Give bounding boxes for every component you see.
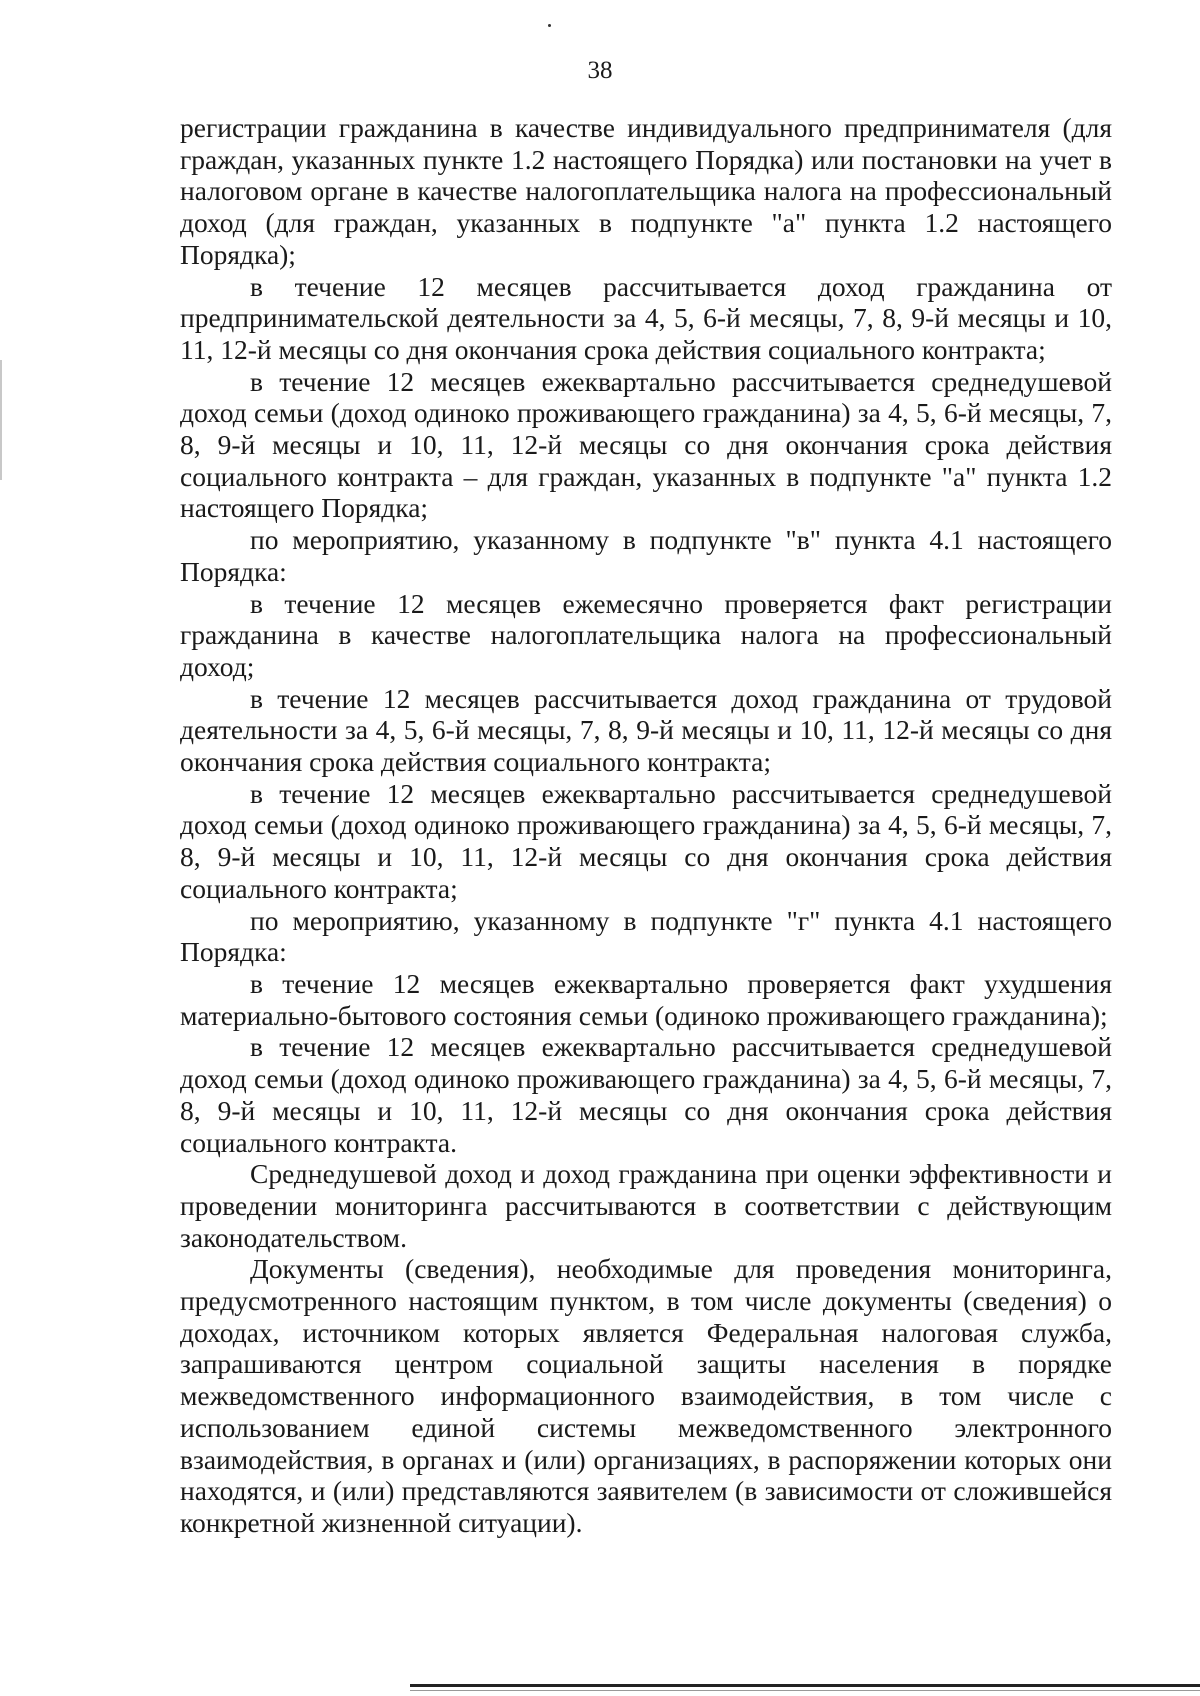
scan-speck (548, 24, 551, 27)
page-number: 38 (587, 57, 613, 84)
scan-border-line (410, 1684, 1200, 1687)
paragraph: в течение 12 месяцев рассчитывается доход гражданина от предпринимательской деятельности за 4, 5, 6-й месяцы, 7, 8, 9-й месяцы и 10, 11, 12-й месяцы со дня окончания срока действия социального контракта; (180, 270, 1112, 365)
paragraph: Среднедушевой доход и доход гражданина при оценки эффективности и проведении мониторинга рассчитываются в соответствии с действующим законодательством. (180, 1158, 1112, 1253)
paragraph: в течение 12 месяцев ежеквартально рассчитывается среднедушевой доход семьи (доход одиноко проживающего гражданина) за 4, 5, 6-й месяцы, 7, 8, 9-й месяцы и 10, 11, 12-й месяцы со дня окончания срока действия социального контракта. (180, 1031, 1112, 1158)
paragraph: по мероприятию, указанному в подпункте "в" пункта 4.1 настоящего Порядка: (180, 524, 1112, 587)
paragraph: Документы (сведения), необходимые для проведения мониторинга, предусмотренного настоящим пунктом, в том числе документы (сведения) о доходах, источником которых является Федеральная налоговая служба, запрашиваются центром социальной защиты населения в порядке межведомственного информационного взаимодействия, в том числе с использованием единой системы межведомственного электронного взаимодействия, в органах и (или) организациях, в распоряжении которых они находятся, и (или) представляются заявителем (в зависимости от сложившейся конкретной жизненной ситуации). (180, 1253, 1112, 1538)
paragraph: в течение 12 месяцев ежеквартально проверяется факт ухудшения материально-бытового состояния семьи (одиноко проживающего гражданина); (180, 967, 1112, 1031)
scan-edge-mark (0, 360, 2, 480)
paragraph: в течение 12 месяцев рассчитывается доход гражданина от трудовой деятельности за 4, 5, 6-й месяцы, 7, 8, 9-й месяцы и 10, 11, 12-й месяцы со дня окончания срока действия социального контракта; (180, 682, 1112, 778)
paragraph: в течение 12 месяцев ежеквартально рассчитывается среднедушевой доход семьи (доход одиноко проживающего гражданина) за 4, 5, 6-й месяцы, 7, 8, 9-й месяцы и 10, 11, 12-й месяцы со дня окончания срока действия социального контракта – для граждан, указанных в подпункте "а" пункта 1.2 настоящего Порядка; (180, 365, 1112, 524)
paragraph: по мероприятию, указанному в подпункте "г" пункта 4.1 настоящего Порядка: (180, 904, 1112, 968)
document-body (180, 112, 1112, 1539)
scan-border-line-thin (410, 1690, 1200, 1691)
paragraph: регистрации гражданина в качестве индивидуального предпринимателя (для граждан, указанных пункте 1.2 настоящего Порядка) или постановки на учет в налоговом органе в качестве налогоплательщика налога на профессиональный доход (для граждан, указанных в подпункте "а" пункта 1.2 настоящего Порядка); (180, 112, 1112, 270)
paragraph: в течение 12 месяцев ежемесячно проверяется факт регистрации гражданина в качестве налогоплательщика налога на профессиональный доход; (180, 587, 1112, 682)
paragraph: в течение 12 месяцев ежеквартально рассчитывается среднедушевой доход семьи (доход одиноко проживающего гражданина) за 4, 5, 6-й месяцы, 7, 8, 9-й месяцы и 10, 11, 12-й месяцы со дня окончания срока действия социального контракта; (180, 777, 1112, 904)
